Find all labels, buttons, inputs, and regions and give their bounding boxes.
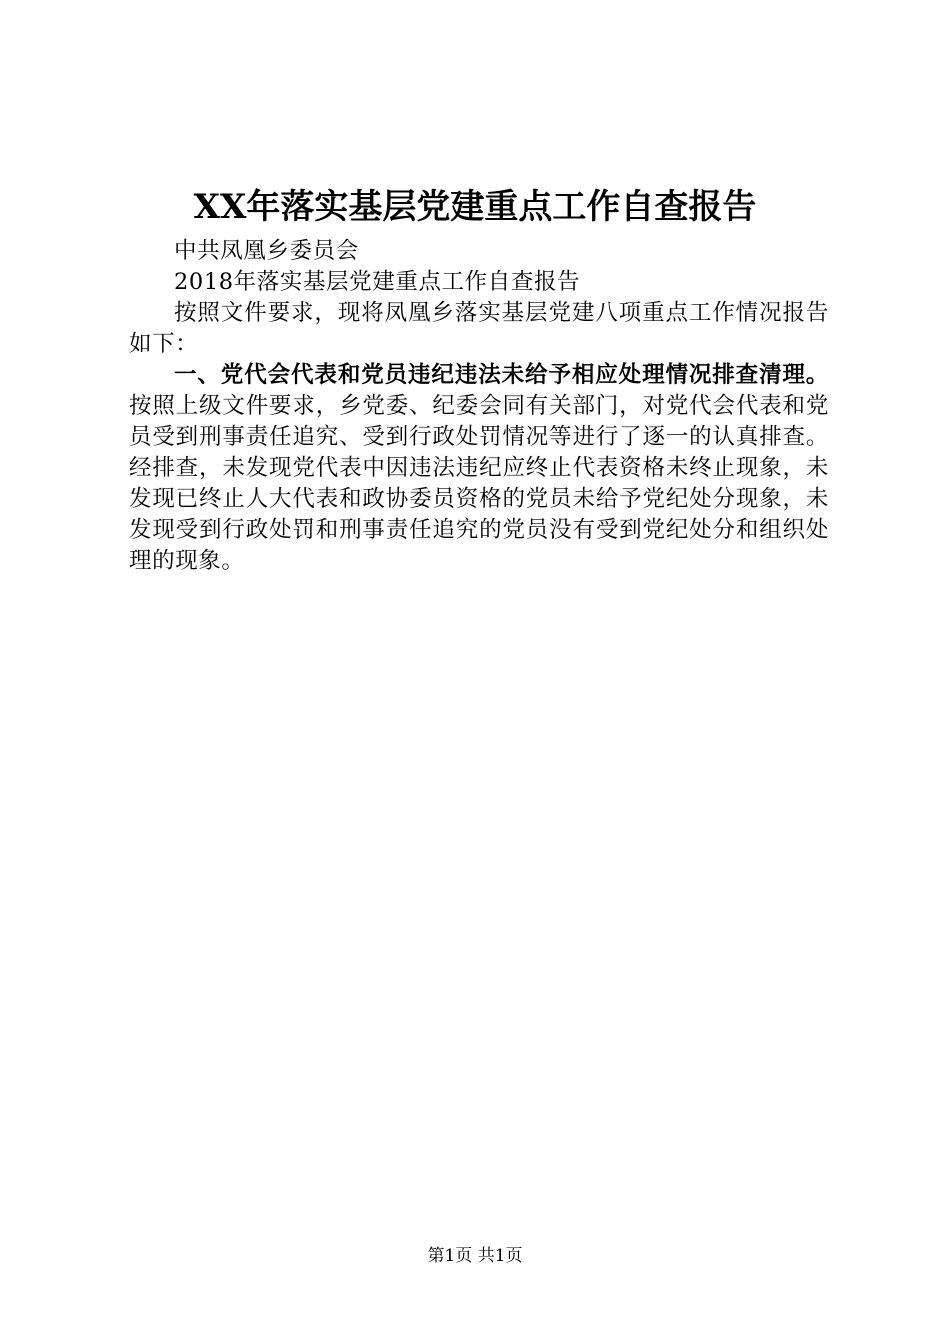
document-body [129, 236, 829, 577]
page-footer: 第1页 共1页 [427, 1246, 523, 1266]
document-title: XX年落实基层党建重点工作自查报告 [193, 187, 757, 227]
section-1-body: 按照上级文件要求，乡党委、纪委会同有关部门，对党代会代表和党员受到刑事责任追究、受到行政处罚情况等进行了逐一的认真排查。经排查，未发现党代表中因违法违纪应终止代表资格未终止现象，未发现已终止人大代表和政协委员资格的党员未给予党纪处分现象，未发现受到行政处罚和刑事责任追究的党员没有受到党纪处分和组织处理的现象。 [129, 393, 829, 574]
org-line: 中共凤凰乡委员会 [174, 238, 359, 264]
intro-paragraph: 按照文件要求，现将凤凰乡落实基层党建八项重点工作情况报告如下： [129, 300, 829, 357]
subtitle-line: 2018年落实基层党建重点工作自查报告 [174, 269, 581, 295]
section-1-paragraph [129, 360, 829, 577]
section-1-heading: 一、党代会代表和党员违纪违法未给予相应处理情况排查清理。 [174, 362, 829, 388]
